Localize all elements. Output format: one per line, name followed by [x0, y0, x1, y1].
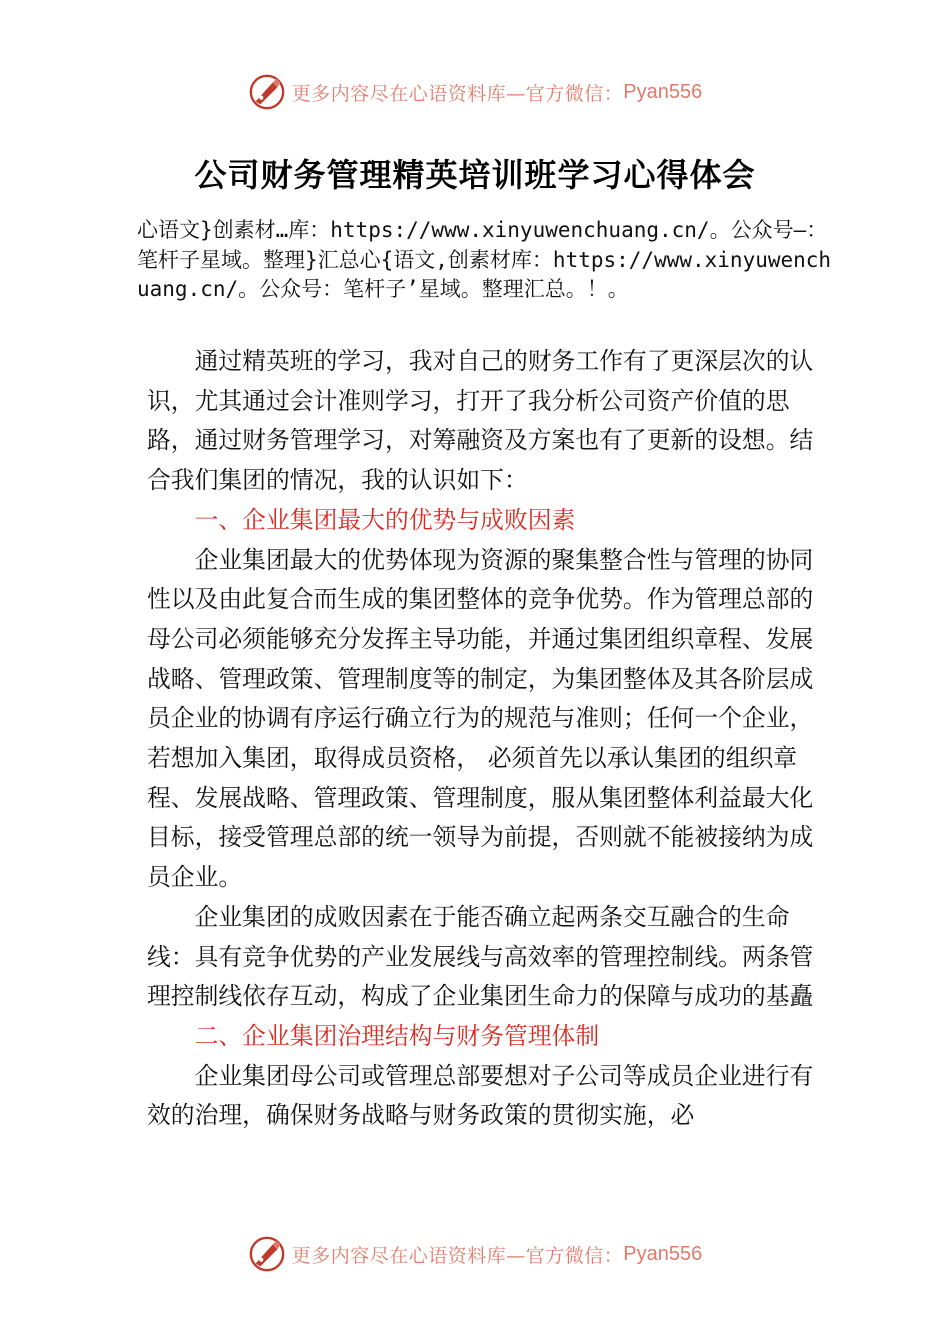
- paragraph-3: 企业集团的成败因素在于能否确立起两条交互融合的生命线：具有竞争优势的产业发展线与高效率的管理控制线。两条管理控制线依存互动，构成了企业集团生命力的保障与成功的基矗: [147, 902, 814, 1011]
- footer-banner: [0, 1232, 950, 1276]
- pen-nib-logo-icon: [248, 1235, 286, 1273]
- banner-wechat-handle: Pyan556: [623, 80, 703, 103]
- banner-text: 更多内容尽在心语资料库—官方微信：: [291, 1244, 624, 1267]
- pen-nib-logo-icon: [248, 73, 286, 111]
- section-heading-2: 二、企业集团治理结构与财务管理体制: [194, 1021, 600, 1050]
- intro-notice: 心语文}创素材…库：https://www.xinyuwenchuang.cn/。公众号—：笔杆子星域。整理}汇总心{语文,创素材库：https://www.xinyuwenchuang.cn/。公众号：笔杆子’星域。整理汇总。！。: [137, 218, 832, 301]
- banner-text: 更多内容尽在心语资料库—官方微信：: [291, 82, 624, 105]
- banner-wechat-handle: Pyan556: [623, 1242, 703, 1265]
- paragraph-4: 企业集团母公司或管理总部要想对子公司等成员企业进行有效的治理，确保财务战略与财务政策的贯彻实施，必: [147, 1061, 814, 1130]
- paragraph-2: 企业集团最大的优势体现为资源的聚集整合性与管理的协同性以及由此复合而生成的集团整体的竞争优势。作为管理总部的母公司必须能够充分发挥主导功能，并通过集团组织章程、发展战略、管理政策、管理制度等的制定，为集团整体及其各阶层成员企业的协调有序运行确立行为的规范与准则；任何一个企业，若想加入集团，取得成员资格， 必须首先以承认集团的组织章程、发展战略、管理政策、管理制度，服从集团整体利益最大化目标，接受管理总部的统一领导为前提，否则就不能被接纳为成员企业。: [147, 545, 814, 892]
- document-title: 公司财务管理精英培训班学习心得体会: [194, 156, 756, 194]
- section-heading-1: 一、企业集团最大的优势与成败因素: [194, 505, 576, 534]
- header-banner: [0, 70, 950, 114]
- document-body: [147, 342, 815, 1136]
- paragraph-1: 通过精英班的学习，我对自己的财务工作有了更深层次的认识，尤其通过会计准则学习，打开了我分析公司资产价值的思路，通过财务管理学习，对筹融资及方案也有了更新的设想。结合我们集团的情况，我的认识如下：: [147, 347, 814, 495]
